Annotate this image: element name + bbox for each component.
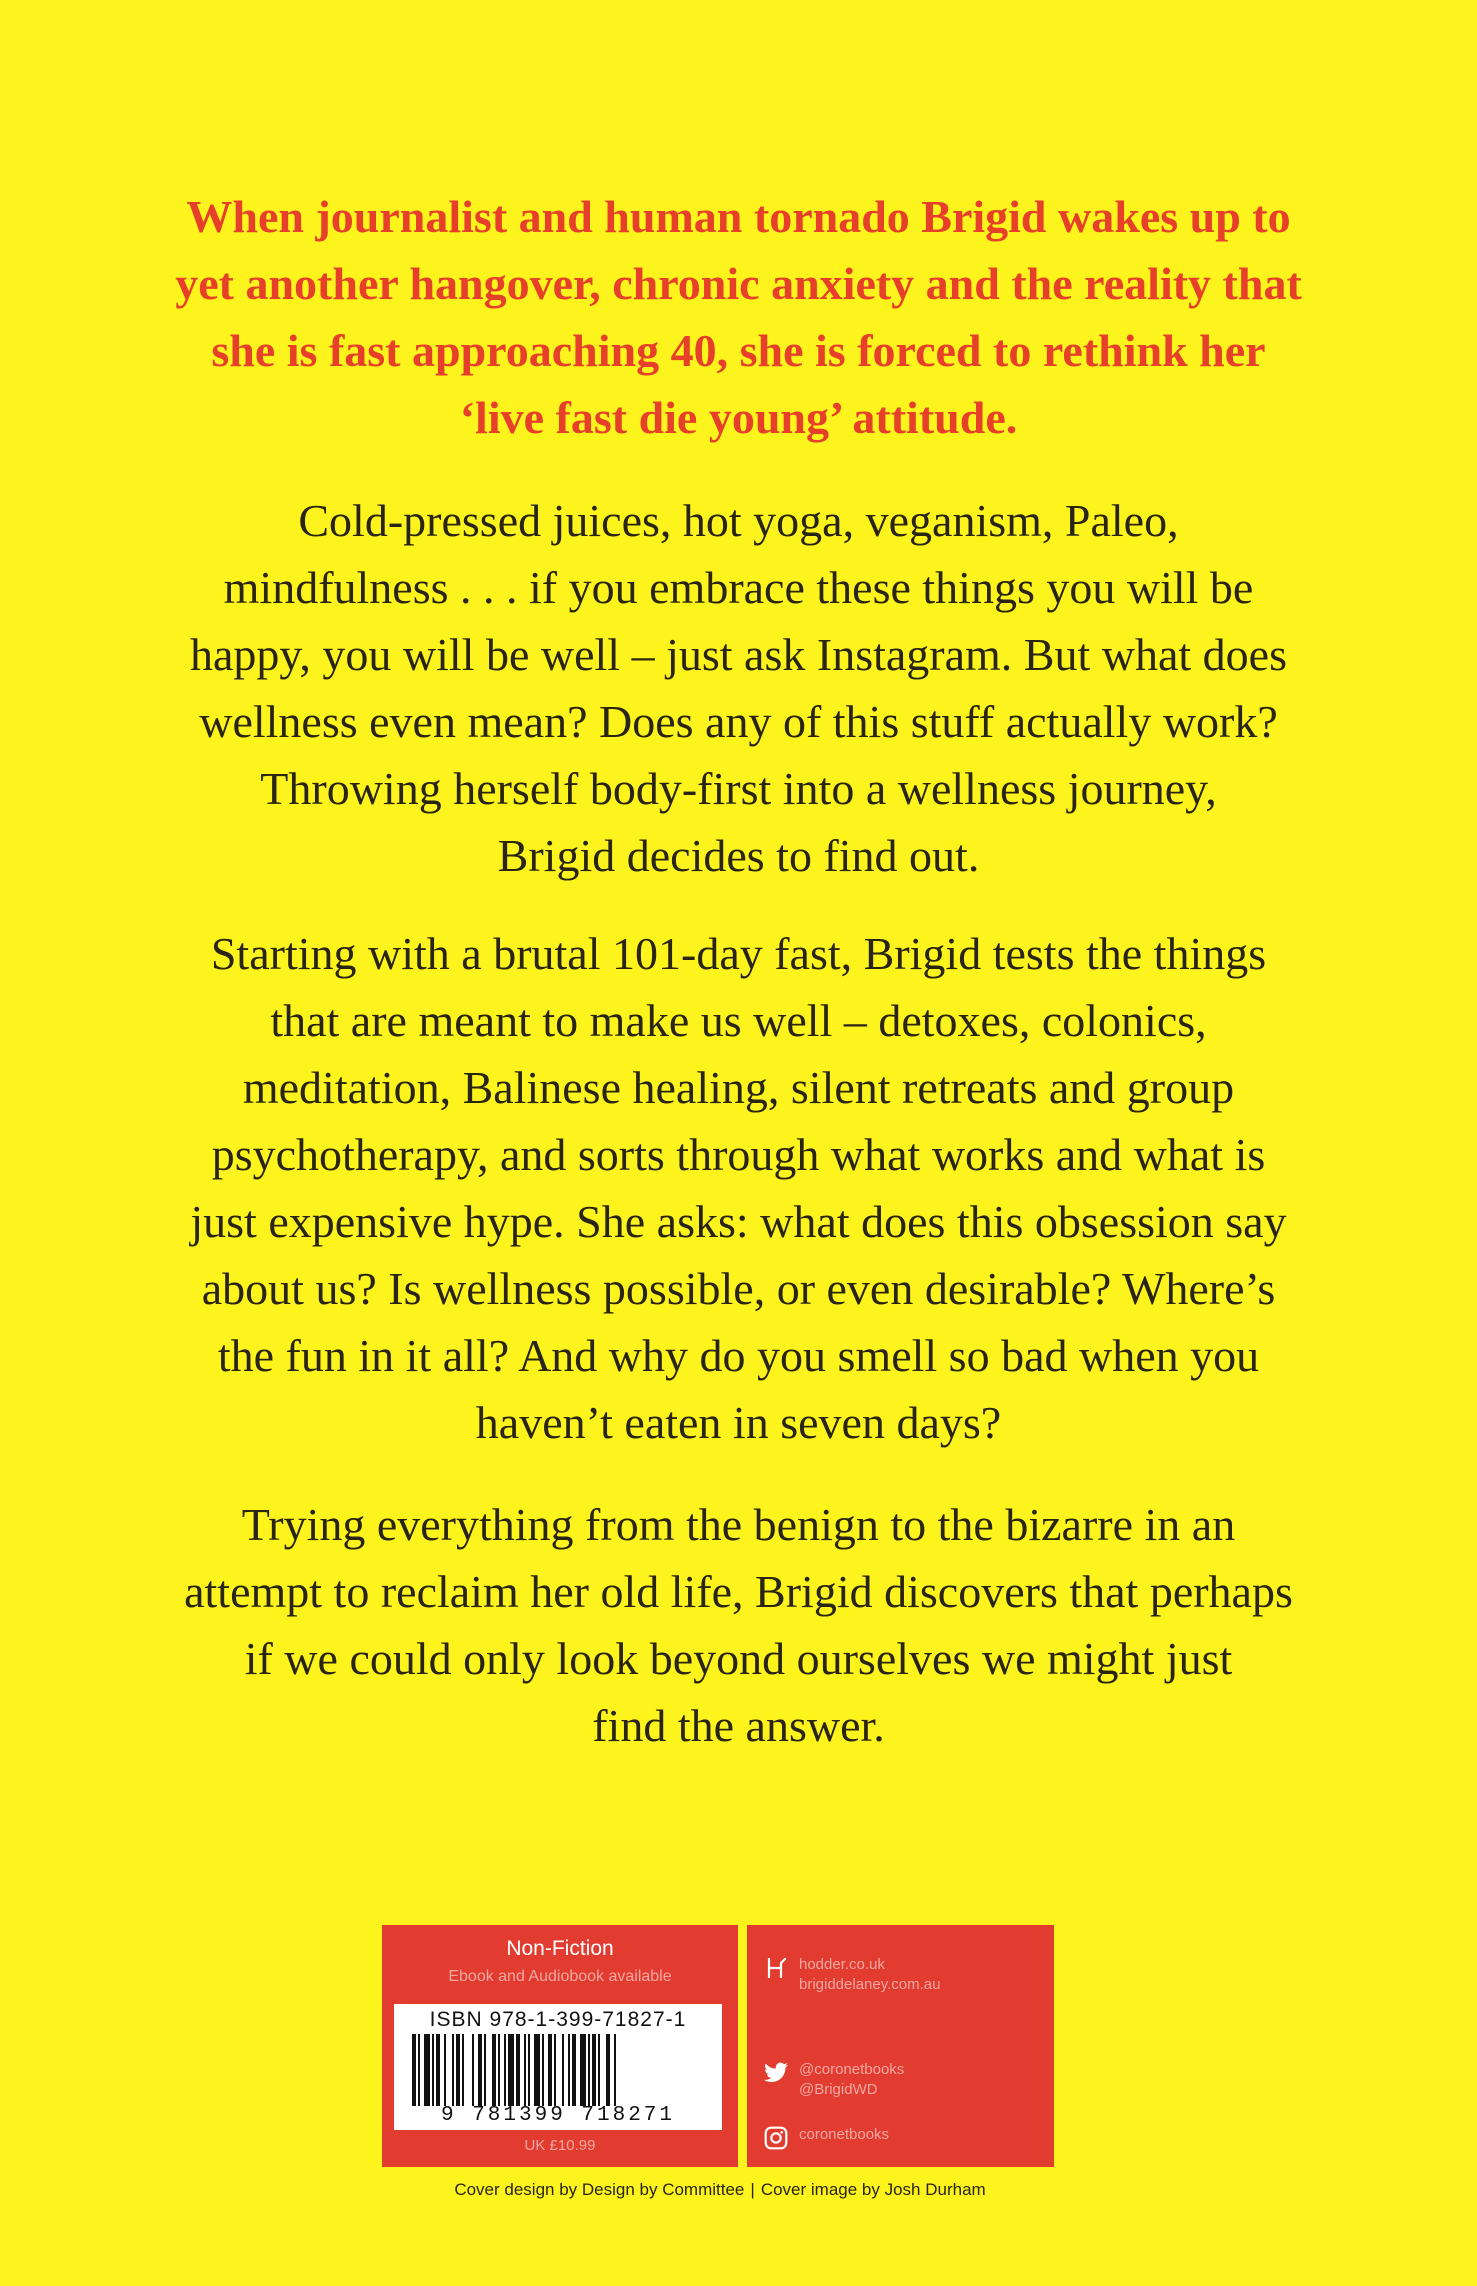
isbn-label: ISBN 978-1-399-71827-1 xyxy=(429,2008,687,2031)
barcode-bar xyxy=(462,2034,464,2106)
body-paragraph-2 xyxy=(70,920,1407,1456)
barcode-bar xyxy=(516,2034,520,2106)
image-credit: Cover image by Josh Durham xyxy=(760,2180,986,2199)
barcode-bar xyxy=(592,2034,596,2106)
barcode-bar xyxy=(498,2034,500,2106)
body-line: find the answer. xyxy=(592,1700,885,1751)
barcode-bar xyxy=(542,2034,544,2106)
body-line: Brigid decides to find out. xyxy=(497,830,980,881)
barcode-bar xyxy=(614,2034,616,2106)
barcode-bar xyxy=(508,2034,514,2106)
body-line: meditation, Balinese healing, silent retreats and group xyxy=(242,1062,1235,1113)
body-line: if we could only look beyond ourselves we might just xyxy=(244,1633,1233,1684)
barcode-bar xyxy=(452,2034,454,2106)
lead-line: yet another hangover, chronic anxiety and the reality that xyxy=(175,258,1302,309)
body-line: the fun in it all? And why do you smell so bad when you xyxy=(217,1330,1260,1381)
body-paragraph-1 xyxy=(70,487,1407,889)
barcode-bar xyxy=(588,2034,590,2106)
cover-credits xyxy=(370,2180,1070,2200)
barcode-bar xyxy=(598,2034,600,2106)
barcode-bar xyxy=(492,2034,496,2106)
barcode-bar xyxy=(572,2034,576,2106)
body-line: that are meant to make us well – detoxes, colonics, xyxy=(270,995,1207,1046)
body-line: just expensive hype. She asks: what does this obsession say xyxy=(190,1196,1287,1247)
contact-panel xyxy=(747,1925,1054,2167)
barcode-bar xyxy=(444,2034,446,2106)
instagram-handle[interactable]: coronetbooks xyxy=(799,2126,890,2143)
barcode-bar xyxy=(484,2034,486,2106)
barcode-panel xyxy=(382,1925,738,2167)
lead-paragraph xyxy=(70,183,1407,451)
barcode-bar xyxy=(528,2034,530,2106)
lead-line: she is fast approaching 40, she is forced to rethink her xyxy=(211,325,1266,376)
lead-line: When journalist and human tornado Brigid wakes up to xyxy=(186,191,1291,242)
barcode-bar xyxy=(418,2034,420,2106)
barcode-bar xyxy=(456,2034,460,2106)
genre-label: Non-Fiction xyxy=(506,1937,614,1960)
barcode-bar xyxy=(568,2034,570,2106)
barcode-bar xyxy=(412,2034,416,2106)
barcode-bar xyxy=(562,2034,564,2106)
barcode-bar xyxy=(432,2034,434,2106)
twitter-handle[interactable]: @BrigidWD xyxy=(799,2081,878,2098)
web-link[interactable]: brigiddelaney.com.au xyxy=(799,1976,941,1993)
barcode-bar xyxy=(472,2034,474,2106)
hodder-logo-icon xyxy=(763,1955,789,1981)
body-line: mindfulness . . . if you embrace these things you will be xyxy=(223,562,1254,613)
barcode-digits: 9 781399 718271 xyxy=(440,2104,676,2127)
body-line: Cold-pressed juices, hot yoga, veganism, Paleo, xyxy=(298,495,1179,546)
body-line: Starting with a brutal 101-day fast, Brigid tests the things xyxy=(210,928,1267,979)
design-credit: Cover design by Design by Committee xyxy=(454,2180,745,2199)
barcode-bar xyxy=(534,2034,540,2106)
body-line: wellness even mean? Does any of this stuff actually work? xyxy=(199,696,1278,747)
availability-label: Ebook and Audiobook available xyxy=(448,1968,672,1985)
price-label: UK £10.99 xyxy=(524,2137,596,2154)
barcode-box xyxy=(394,2004,722,2130)
lead-line: ‘live fast die young’ attitude. xyxy=(459,392,1018,443)
barcode-bar xyxy=(436,2034,440,2106)
barcode-bar xyxy=(524,2034,526,2106)
body-line: happy, you will be well – just ask Instagram. But what does xyxy=(189,629,1287,680)
body-line: about us? Is wellness possible, or even desirable? Where’s xyxy=(201,1263,1276,1314)
barcode-bar xyxy=(554,2034,556,2106)
body-line: psychotherapy, and sorts through what works and what is xyxy=(211,1129,1266,1180)
twitter-contacts xyxy=(763,2060,904,2100)
barcode-bars xyxy=(408,2034,708,2106)
twitter-bird-icon xyxy=(763,2060,789,2086)
credit-separator: | xyxy=(750,2180,755,2199)
body-line: attempt to reclaim her old life, Brigid discovers that perhaps xyxy=(184,1566,1293,1617)
instagram-icon xyxy=(763,2125,789,2151)
barcode-bar xyxy=(424,2034,430,2106)
web-contacts xyxy=(763,1955,940,1995)
body-line: Throwing herself body-first into a wellness journey, xyxy=(260,763,1217,814)
instagram-contacts xyxy=(763,2125,889,2151)
body-line: Trying everything from the benign to the bizarre in an xyxy=(241,1499,1236,1550)
web-link[interactable]: hodder.co.uk xyxy=(799,1956,885,1973)
barcode-bar xyxy=(478,2034,482,2106)
barcode-bar xyxy=(606,2034,610,2106)
barcode-bar xyxy=(504,2034,506,2106)
twitter-handle[interactable]: @coronetbooks xyxy=(799,2061,905,2078)
barcode-bar xyxy=(548,2034,552,2106)
body-line: haven’t eaten in seven days? xyxy=(475,1397,1002,1448)
body-paragraph-3 xyxy=(70,1491,1407,1759)
barcode-bar xyxy=(580,2034,586,2106)
